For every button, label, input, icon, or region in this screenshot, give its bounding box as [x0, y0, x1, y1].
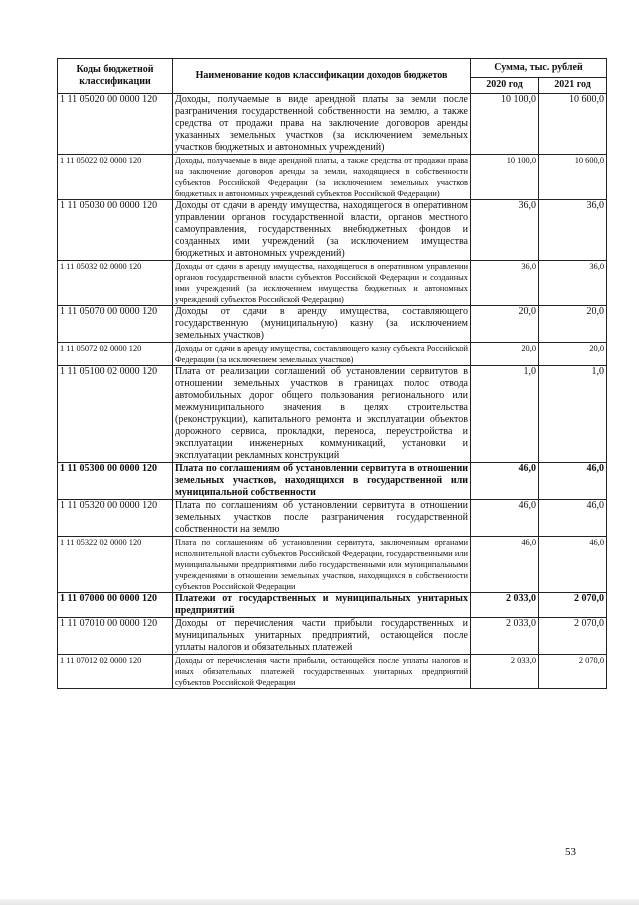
row-sum-2021: 46,0 — [539, 463, 607, 500]
table-row — [58, 94, 607, 155]
table-row — [58, 155, 607, 200]
row-sum-2020: 36,0 — [471, 200, 539, 261]
row-sum-2021: 20,0 — [539, 306, 607, 343]
row-sum-2021: 2 070,0 — [539, 655, 607, 689]
row-sum-2020: 36,0 — [471, 261, 539, 306]
row-code: 1 11 05100 02 0000 120 — [58, 366, 173, 463]
row-code: 1 11 05032 02 0000 120 — [58, 261, 173, 306]
row-code: 1 11 07012 02 0000 120 — [58, 655, 173, 689]
page-number: 53 — [565, 846, 576, 858]
table-row — [58, 618, 607, 655]
row-name: Доходы от перечисления части прибыли, остающейся после уплаты налогов и иных обязательных платежей государственных унитарных предприятий субъектов Российской Федерации — [173, 655, 471, 689]
row-sum-2020: 10 100,0 — [471, 155, 539, 200]
row-name: Доходы от перечисления части прибыли государственных и муниципальных унитарных предприятий, остающейся после уплаты налогов и обязательных платежей — [173, 618, 471, 655]
row-sum-2020: 10 100,0 — [471, 94, 539, 155]
row-sum-2021: 2 070,0 — [539, 618, 607, 655]
row-sum-2021: 36,0 — [539, 200, 607, 261]
row-code: 1 11 05072 02 0000 120 — [58, 343, 173, 366]
row-sum-2021: 46,0 — [539, 537, 607, 593]
header-code: Коды бюджетной классификации — [58, 59, 173, 94]
row-name: Платежи от государственных и муниципальных унитарных предприятий — [173, 593, 471, 618]
table-row — [58, 306, 607, 343]
table-row — [58, 261, 607, 306]
header-sum: Сумма, тыс. рублей — [471, 59, 607, 78]
header-year-2020: 2020 год — [471, 77, 539, 93]
row-name: Доходы от сдачи в аренду имущества, находящегося в оперативном управлении органов государственной власти, органов местного самоуправления, государственных внебюджетных фондов и созданных ими учреждений (за исключением имущества бюджетных и автономных учреждений) — [173, 200, 471, 261]
row-name: Плата от реализации соглашений об установлении сервитутов в отношении земельных участков в границах полос отвода автомобильных дорог общего пользования регионального или межмуниципального значения в целях строительства (реконструкции), капитального ремонта и эксплуатации объектов дорожного сервиса, прокладки, переноса, переустройства и эксплуатации инженерных коммуникаций, установки и эксплуатации рекламных конструкций — [173, 366, 471, 463]
table-row — [58, 655, 607, 689]
row-code: 1 11 07010 00 0000 120 — [58, 618, 173, 655]
table-row — [58, 343, 607, 366]
row-sum-2020: 46,0 — [471, 537, 539, 593]
row-code: 1 11 05300 00 0000 120 — [58, 463, 173, 500]
row-name: Плата по соглашениям об установлении сервитута в отношении земельных участков после разграничения государственной собственности на землю — [173, 500, 471, 537]
row-name: Плата по соглашениям об установлении сервитута, заключенным органами исполнительной власти субъектов Российской Федерации, государственными или муниципальными предприятиями либо государственными или муниципальными учреждениями в отношении земельных участков, находящихся в собственности субъектов Российской Федерации — [173, 537, 471, 593]
row-sum-2020: 2 033,0 — [471, 618, 539, 655]
row-sum-2021: 10 600,0 — [539, 94, 607, 155]
row-code: 1 11 05022 02 0000 120 — [58, 155, 173, 200]
scan-edge — [0, 899, 639, 905]
table-row — [58, 593, 607, 618]
row-code: 1 11 05020 00 0000 120 — [58, 94, 173, 155]
row-code: 1 11 05320 00 0000 120 — [58, 500, 173, 537]
revenue-table — [57, 58, 607, 689]
row-name: Доходы от сдачи в аренду имущества, находящегося в оперативном управлении органов государственной власти субъектов Российской Федерации и созданных ими учреждений (за исключением имущества бюджетных и автономных учреждений субъектов Российской Федерации) — [173, 261, 471, 306]
row-sum-2020: 2 033,0 — [471, 655, 539, 689]
table-row — [58, 537, 607, 593]
header-year-2021: 2021 год — [539, 77, 607, 93]
row-sum-2021: 36,0 — [539, 261, 607, 306]
header-name: Наименование кодов классификации доходов бюджетов — [173, 59, 471, 94]
table-row — [58, 463, 607, 500]
document-page — [57, 58, 606, 689]
row-sum-2020: 46,0 — [471, 463, 539, 500]
table-row — [58, 200, 607, 261]
table-row — [58, 500, 607, 537]
row-name: Доходы, получаемые в виде арендной платы за земли после разграничения государственной собственности на землю, а также средства от продажи права на заключение договоров аренды указанных земельных участков (за исключением земельных участков бюджетных и автономных учреждений) — [173, 94, 471, 155]
row-sum-2021: 2 070,0 — [539, 593, 607, 618]
row-name: Плата по соглашениям об установлении сервитута в отношении земельных участков, находящихся в государственной или муниципальной собственности — [173, 463, 471, 500]
row-sum-2020: 20,0 — [471, 343, 539, 366]
row-code: 1 11 05030 00 0000 120 — [58, 200, 173, 261]
row-sum-2021: 20,0 — [539, 343, 607, 366]
row-code: 1 11 05070 00 0000 120 — [58, 306, 173, 343]
row-sum-2021: 10 600,0 — [539, 155, 607, 200]
row-name: Доходы от сдачи в аренду имущества, составляющего казну субъекта Российской Федерации (за исключением земельных участков) — [173, 343, 471, 366]
row-name: Доходы от сдачи в аренду имущества, составляющего государственную (муниципальную) казну (за исключением земельных участков) — [173, 306, 471, 343]
table-row — [58, 366, 607, 463]
row-code: 1 11 07000 00 0000 120 — [58, 593, 173, 618]
row-sum-2020: 1,0 — [471, 366, 539, 463]
row-sum-2020: 20,0 — [471, 306, 539, 343]
row-sum-2020: 46,0 — [471, 500, 539, 537]
row-sum-2020: 2 033,0 — [471, 593, 539, 618]
row-sum-2021: 46,0 — [539, 500, 607, 537]
row-name: Доходы, получаемые в виде арендной платы, а также средства от продажи права на заключение договоров аренды за земли, находящиеся в собственности субъектов Российской Федерации (за исключением земельных участков бюджетных и автономных учреждений субъектов Российской Федерации) — [173, 155, 471, 200]
row-code: 1 11 05322 02 0000 120 — [58, 537, 173, 593]
row-sum-2021: 1,0 — [539, 366, 607, 463]
